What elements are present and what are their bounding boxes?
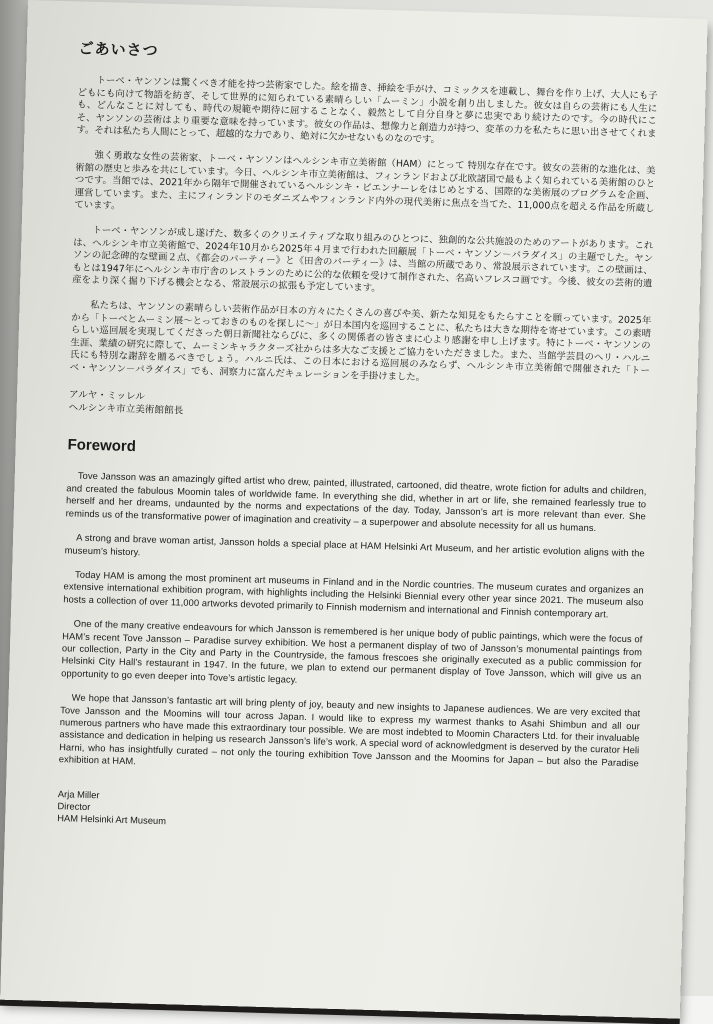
- japanese-paragraph: 強く勇敢な女性の芸術家、トーベ・ヤンソンはヘルシンキ市立美術館（HAM）にとって 特別な存在です。彼女の芸術的な進化は、美術館の歴史と歩みを共にしています。今日、ヘルシンキ市立美術館は、フィンランドおよび北欧諸国で最もよく知られている美術館のひとつです。当館では、2021年から隔年で開催されているヘルシンキ・ビエンナーレをはじめとする、国際的な美術展のプログラムを企画、運営しています。また、主にフィンランドのモダニズムやフィンランド内外の現代美術に焦点を当てた、11,000点を超える作品を所蔵しています。: [74, 149, 656, 215]
- panel-content: [57, 37, 659, 841]
- japanese-signature-title: ヘルシンキ市立美術館館長: [68, 402, 184, 417]
- japanese-paragraph: トーベ・ヤンソンは驚くべき才能を持つ芸術家でした。絵を描き、挿絵を手がけ、コミックスを連載し、舞台を作り上げ、大人にも子どもにも向けて物語を紡ぎ、そして世界的に知られている素晴らしい「ムーミン」小説を創り出しました。彼女は自らの芸術にも人生にも、どんなことに対しても、時代の規範や期待に屈することなく、毅然として自分自身と夢に忠実であり続けたのです。今の時代にこそ、ヤンソンの芸術はより重要な意味を持っています。彼女の作品は、想像力と創造力が持つ、変革の力を私たちに思い出させてくれます。それは私たち人間にとって、超越的な力であり、絶対に欠かせないものなのです。: [76, 74, 658, 146]
- english-paragraph: One of the many creative endeavours for which Jansson is remembered is her unique body of public paintings, which were the focus of HAM’s recent Tove Jansson – Paradise survey exhibition. We host a permanent display of two of Jansson’s monumental paintings from our collection, Party in the City and Party in the Countryside, the famous frescoes she originally executed as a public commission for Helsinki City Hall’s restaurant in 1947. In the future, we plan to extend our permanent display of Tove Jansson, which will give us an opportunity to go even deeper into Tove’s artistic legacy.: [61, 618, 643, 685]
- english-paragraph: A strong and brave woman artist, Jansson holds a special place at HAM Helsinki Art Museum, and her artistic evolution aligns with the museum’s history.: [64, 532, 645, 559]
- english-signature-org: HAM Helsinki Art Museum: [57, 812, 167, 827]
- japanese-signature-name: アルヤ・ミッレル: [68, 389, 146, 403]
- english-signature: [57, 788, 638, 841]
- english-signature-name: Arja Miller: [57, 787, 100, 800]
- japanese-paragraph: トーベ・ヤンソンが成し遂げた、数多くのクリエイティブな取り組みのひとつに、独創的な公共施設のためのアートがあります。これは、ヘルシンキ市立美術館で、2024年10月から2025年４月まで行われた回顧展「トーベ・ヤンソン－パラダイス」の主題でした。ヤンソンの記念碑的な壁画２点、《都会のパーティー》と《田舎のパーティー》は、当館の所蔵であり、常設展示されています。この壁画は、もとは1947年にヘルシンキ市庁舎のレストランのために公的な依頼を受けて制作された、名高いフレスコ画です。今後、彼女の芸術的遺産をより深く掘り下げる機会となる、常設展示の拡張も予定しています。: [72, 224, 654, 295]
- english-signature-role: Director: [57, 800, 91, 813]
- english-heading: Foreword: [67, 436, 137, 456]
- japanese-heading: ごあいさつ: [78, 39, 159, 60]
- japanese-paragraph: 私たちは、ヤンソンの素晴らしい芸術作品が日本の方々にたくさんの喜びや美、新たな知見をもたらすことを願っています。2025年から「トーベとムーミン展～とっておきのものを探しに～」が日本国内を巡回することに、私たちは大きな期待を寄せています。この素晴らしい巡回展を実現してくださった朝日新聞社ならびに、多くの関係者の皆さまに心より感謝を申し上げます。特にトーベ・ヤンソンの生涯、業績の研究に際して、ムーミンキャラクターズ社からは多大なご支援とご協力をいただきました。また、当館学芸員のヘリ・ハルニ氏にも特別な謝辞を贈るべきでしょう。ハルニ氏は、この日本における巡回展のみならず、ヘルシンキ市立美術館で開催された「トーベ・ヤンソン－パラダイス」でも、洞察力に富んだキュレーションを手掛けました。: [69, 299, 652, 384]
- english-paragraph: Today HAM is among the most prominent art museums in Finland and in the Nordic countries. The museum curates and organizes an extensive international exhibition program, with highlights including the Helsinki Biennial every other year since 2021. The museum also hosts a collection of over 11,000 artworks devoted primarily to Finnish modernism and international and Finnish contemporary art.: [63, 569, 644, 620]
- japanese-signature: [68, 389, 648, 431]
- english-paragraph: We hope that Jansson’s fantastic art will bring plenty of joy, beauty and new insights to Japanese audiences. We are very excited that Tove Jansson and the Moomins will tour across Japan. I would like to express my warmest thanks to Asahi Shimbun and all our numerous partners who have made this extraordinary tour possible. We are most indebted to Moomin Characters Ltd. for their invaluable assistance and dedication in helping us research Jansson’s life’s work. A special word of acknowledgment is deserved by the curator Heli Harni, who has insightfully curated – not only the touring exhibition Tove Jansson and the Moomins for Japan – but also the Paradise exhibition at HAM.: [58, 692, 641, 769]
- english-paragraph: Tove Jansson was an amazingly gifted artist who drew, painted, illustrated, cartooned, did theatre, wrote fiction for adults and children, and created the fabulous Moomin tales of worldwide fame. In everything she did, whether in art or life, she remained fearlessly true to herself and her dreams, undaunted by the norms and expectations of the day. Today, Jansson’s art is more relevant than ever. She reminds us of the transformative power of imagination and creativity – a superpower and absolute necessity for all us humans.: [65, 471, 647, 533]
